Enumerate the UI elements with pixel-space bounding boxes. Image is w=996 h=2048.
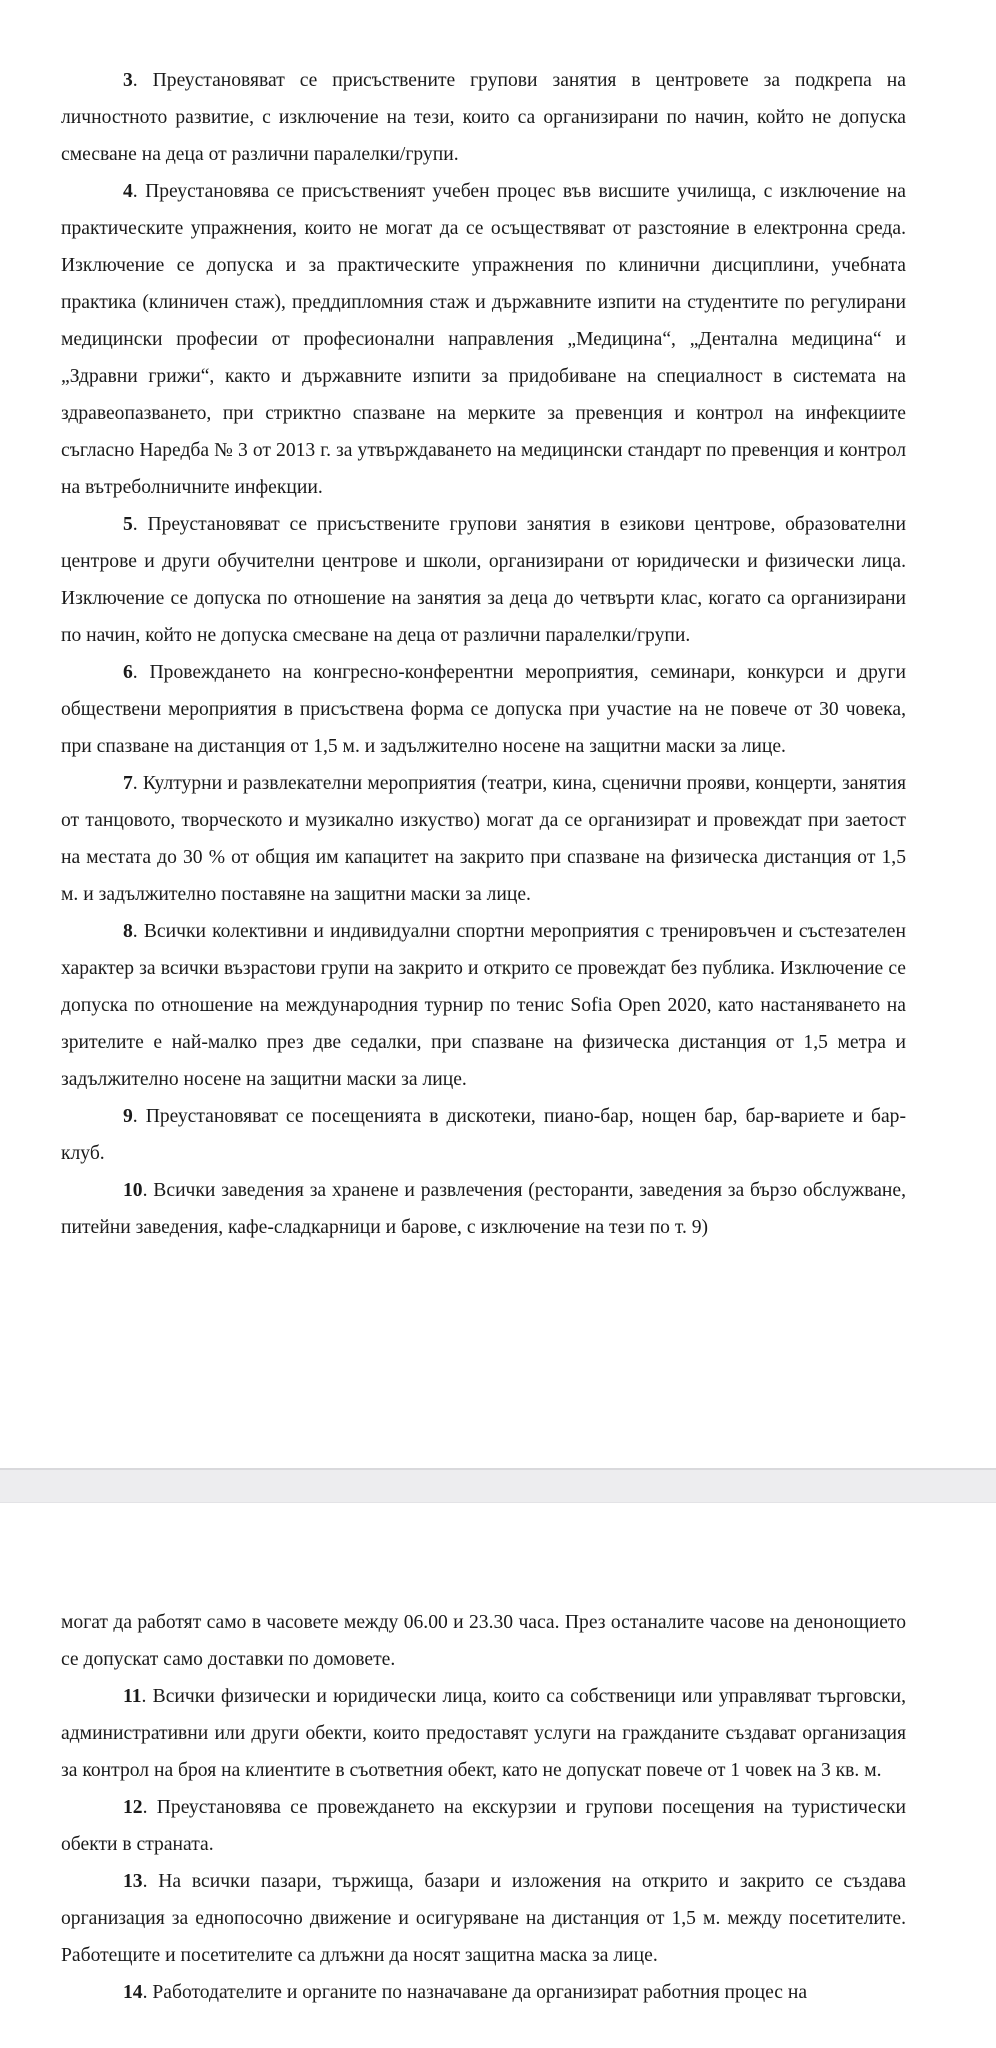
paragraph-text: . Работодателите и органите по назначаване да организират работния процес на <box>142 1982 808 2003</box>
paragraph-number: 12 <box>123 1797 143 1818</box>
paragraph-text: . Всички колективни и индивидуални спортни мероприятия с тренировъчен и състезателен характер за всички възрастови групи на закрито и открито се провеждат без публика. Изключение се допуска по отношение на международния турнир по тенис Sofia Open 2020, като настаняването на зрителите е най-малко през две седалки, при спазване на физическа дистанция от 1,5 метра и задължително носене на защитни маски за лице. <box>61 921 906 1090</box>
paragraph-text: . Преустановяват се присъствените групови занятия в езикови центрове, образователни центрове и други обучителни центрове и школи, организирани от юридически и физически лица. Изключение се допуска по отношение на занятия за деца до четвърти клас, когато са организирани по начин, който не допуска смесване на деца от различни паралелки/групи. <box>61 514 906 646</box>
paragraph-number: 14 <box>123 1982 143 2003</box>
paragraph-3 <box>61 62 906 173</box>
paragraph-7 <box>61 765 906 913</box>
page-break-gap <box>0 1468 996 1503</box>
paragraph-text: . Преустановяват се посещенията в дискотеки, пиано-бар, нощен бар, бар-вариете и бар-клуб. <box>61 1106 906 1164</box>
paragraph-number: 6 <box>123 662 133 683</box>
paragraph-text: . Преустановява се провеждането на екскурзии и групови посещения на туристически обекти в страната. <box>61 1797 906 1855</box>
paragraph-10 <box>61 1172 906 1246</box>
document-page-2 <box>0 1503 996 2048</box>
paragraph-number: 10 <box>123 1180 143 1201</box>
paragraph-9 <box>61 1098 906 1172</box>
paragraph-11 <box>61 1678 906 1789</box>
paragraph-8 <box>61 913 906 1098</box>
paragraph-number: 7 <box>123 773 133 794</box>
paragraph-text: . Културни и развлекателни мероприятия (театри, кина, сценични прояви, концерти, занятия от танцовото, творческото и музикално изкуство) могат да се организират и провеждат при заетост на местата до 30 % от общия им капацитет на закрито при спазване на физическа дистанция от 1,5 м. и задължително поставяне на защитни маски за лице. <box>61 773 906 905</box>
paragraph-number: 9 <box>123 1106 133 1127</box>
paragraph-number: 5 <box>123 514 133 535</box>
paragraph-4 <box>61 173 906 506</box>
paragraph-number: 11 <box>123 1686 142 1707</box>
paragraph-14 <box>61 1974 906 2011</box>
paragraph-5 <box>61 506 906 654</box>
paragraph-6 <box>61 654 906 765</box>
paragraph-text: . Всички физически и юридически лица, които са собственици или управляват търговски, административни или други обекти, които предоставят услуги на гражданите създават организация за контрол на броя на клиентите в съответния обект, като не допускат повече от 1 човек на 3 кв. м. <box>61 1686 906 1781</box>
paragraph-text: . Провеждането на конгресно-конферентни мероприятия, семинари, конкурси и други обществени мероприятия в присъствена форма се допуска при участие на не повече от 30 човека, при спазване на дистанция от 1,5 м. и задължително носене на защитни маски за лице. <box>61 662 906 757</box>
paragraph-number: 8 <box>123 921 133 942</box>
paragraph-text: . На всички пазари, тържища, базари и изложения на открито и закрито се създава организация за еднопосочно движение и осигуряване на дистанция от 1,5 м. между посетителите. Работещите и посетителите са длъжни да носят защитна маска за лице. <box>61 1871 906 1966</box>
paragraph-text: . Преустановяват се присъствените групови занятия в центровете за подкрепа на личностното развитие, с изключение на тези, които са организирани по начин, който не допуска смесване на деца от различни паралелки/групи. <box>61 70 906 165</box>
paragraph-number: 13 <box>123 1871 143 1892</box>
paragraph-10-continuation: могат да работят само в часовете между 06.00 и 23.30 часа. През останалите часове на денонощието се допускат само доставки по домовете. <box>61 1612 906 1670</box>
paragraph-number: 4 <box>123 181 133 202</box>
paragraph-13 <box>61 1863 906 1974</box>
paragraph-text: . Всички заведения за хранене и развлечения (ресторанти, заведения за бързо обслужване, питейни заведения, кафе-сладкарници и барове, с изключение на тези по т. 9) <box>61 1180 906 1238</box>
paragraph-number: 3 <box>123 70 133 91</box>
paragraph-text: . Преустановява се присъственият учебен процес във висшите училища, с изключение на практическите упражнения, които не могат да се осъществяват от разстояние в електронна среда. Изключение се допуска и за практическите упражнения по клинични дисциплини, учебната практика (клиничен стаж), преддипломния стаж и държавните изпити на студентите по регулирани медицински професии от професионални направления „Медицина“, „Дентална медицина“ и „Здравни грижи“, както и държавните изпити за придобиване на специалност в системата на здравеопазването, при стриктно спазване на мерките за превенция и контрол на инфекциите съгласно Наредба № 3 от 2013 г. за утвърждаването на медицински стандарт по превенция и контрол на вътреболничните инфекции. <box>61 181 906 498</box>
paragraph-12 <box>61 1789 906 1863</box>
